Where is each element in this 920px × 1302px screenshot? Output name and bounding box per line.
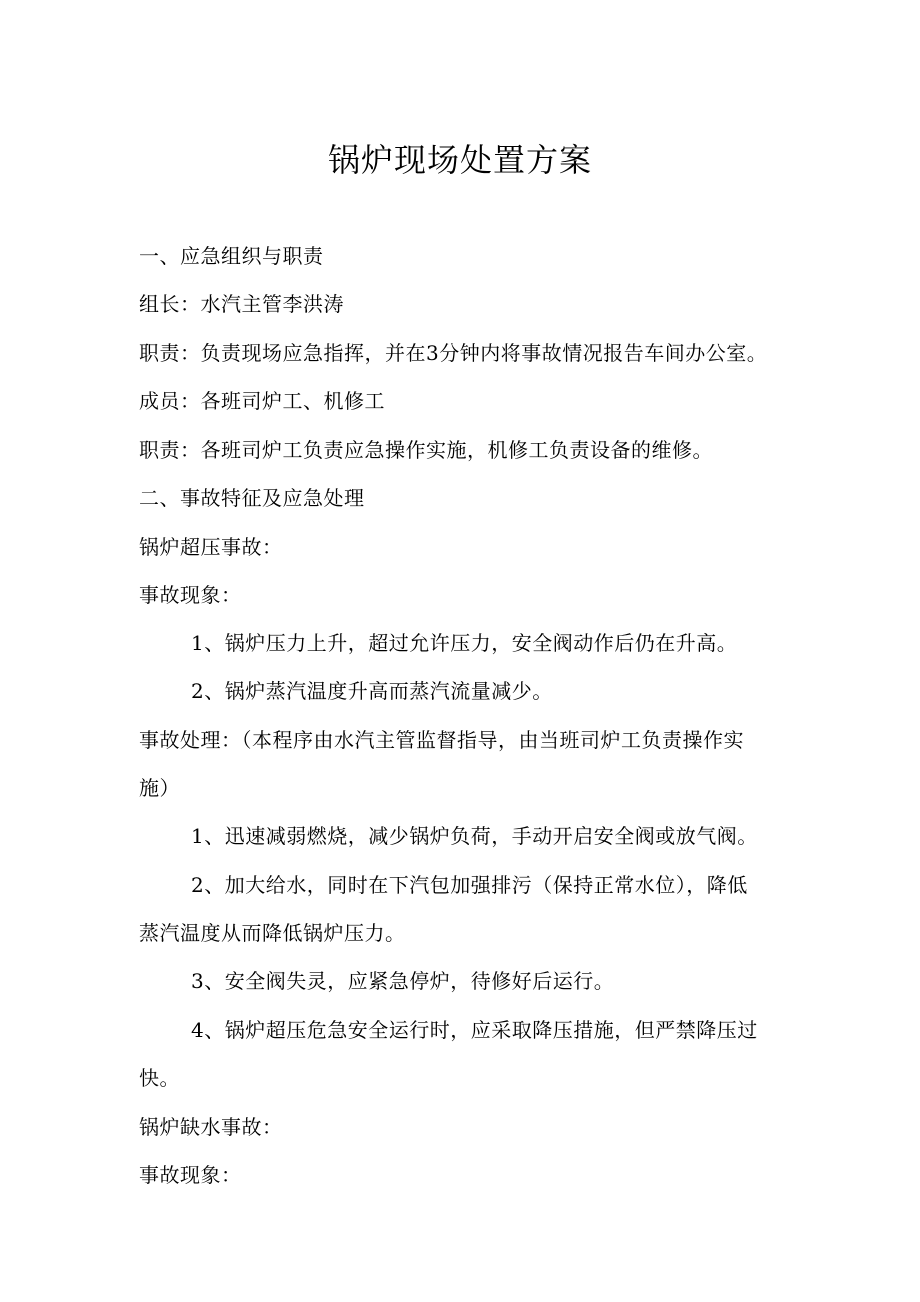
overpressure-step-continued: 快。	[139, 1066, 180, 1090]
overpressure-step: 2、加大给水，同时在下汽包加强排污（保持正常水位），降低	[191, 873, 748, 897]
water-shortage-phenomena-heading: 事故现象：	[139, 1163, 242, 1187]
leader-duty-line: 职责：负责现场应急指挥，并在3分钟内将事故情况报告车间办公室。	[139, 341, 768, 365]
overpressure-step: 4、锅炉超压危急安全运行时，应采取降压措施，但严禁降压过	[191, 1018, 758, 1042]
overpressure-step: 1、迅速减弱燃烧，减少锅炉负荷，手动开启安全阀或放气阀。	[191, 824, 758, 848]
section-heading-organization: 一、应急组织与职责	[139, 244, 324, 268]
overpressure-step: 3、安全阀失灵，应紧急停炉，待修好后运行。	[191, 969, 615, 993]
team-leader-line: 组长：水汽主管李洪涛	[139, 292, 344, 316]
overpressure-phenomenon-item: 2、锅炉蒸汽温度升高而蒸汽流量减少。	[191, 679, 553, 703]
overpressure-phenomena-heading: 事故现象：	[139, 583, 242, 607]
overpressure-phenomenon-item: 1、锅炉压力上升，超过允许压力，安全阀动作后仍在升高。	[191, 631, 738, 655]
overpressure-handling-heading: 事故处理：（本程序由水汽主管监督指导，由当班司炉工负责操作实	[139, 728, 744, 752]
water-shortage-heading: 锅炉缺水事故：	[139, 1115, 283, 1139]
overpressure-step-continued: 蒸汽温度从而降低锅炉压力。	[139, 921, 406, 945]
section-heading-accidents: 二、事故特征及应急处理	[139, 486, 365, 510]
overpressure-handling-heading-continued: 施）	[139, 776, 180, 800]
overpressure-heading: 锅炉超压事故：	[139, 535, 283, 559]
members-duty-line: 职责：各班司炉工负责应急操作实施，机修工负责设备的维修。	[139, 438, 713, 462]
document-title: 锅炉现场处置方案	[327, 141, 592, 179]
members-line: 成员：各班司炉工、机修工	[139, 389, 385, 413]
